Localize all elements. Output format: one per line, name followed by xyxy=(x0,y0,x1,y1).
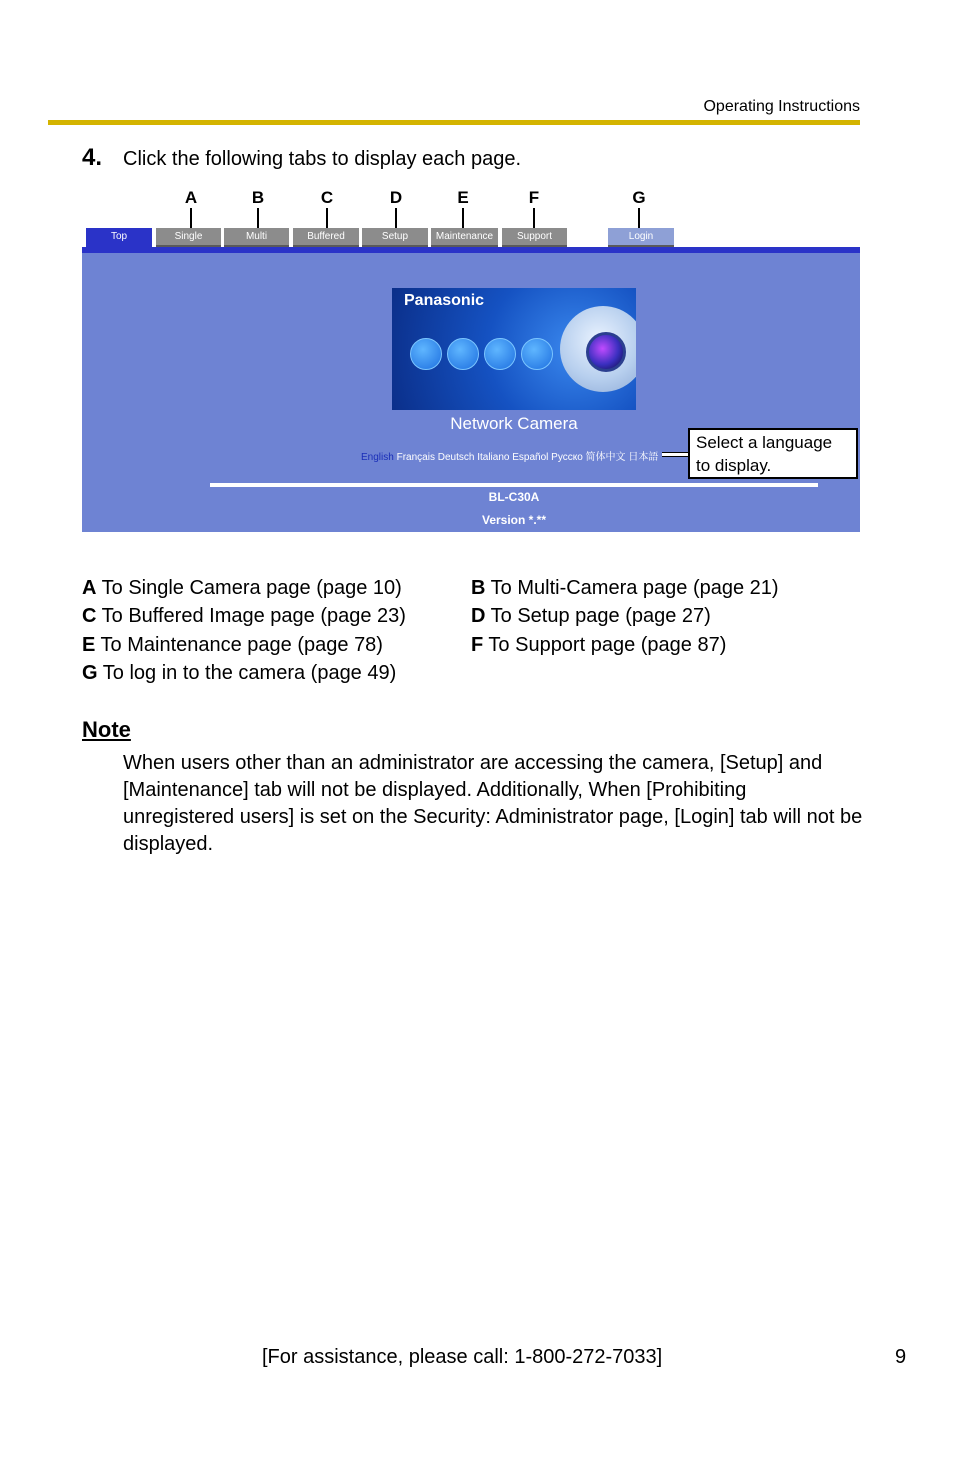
item-text: To Multi-Camera page (page 21) xyxy=(490,577,779,599)
item-text: To Maintenance page (page 78) xyxy=(100,634,383,656)
version-label: Version *.** xyxy=(481,513,547,527)
tab-letter-e: E xyxy=(457,188,469,207)
lang-german[interactable]: Deutsch xyxy=(437,452,475,463)
assistance-footer: [For assistance, please call: 1-800-272-7033] xyxy=(262,1346,663,1368)
step-number: 4. xyxy=(82,144,103,171)
panel-divider xyxy=(210,483,818,487)
model-name: BL-C30A xyxy=(488,490,540,504)
page-number: 9 xyxy=(895,1346,907,1368)
door-icon xyxy=(484,338,516,370)
tab-letter-b: B xyxy=(251,188,265,207)
lang-english[interactable]: English xyxy=(361,452,394,463)
tab-letter-g: G xyxy=(632,188,646,207)
header-rule xyxy=(48,120,860,125)
item-letter: D xyxy=(471,605,486,627)
item-text: To log in to the camera (page 49) xyxy=(102,662,397,684)
panasonic-banner xyxy=(392,288,636,410)
leader-line-g xyxy=(638,208,640,230)
baby-icon xyxy=(410,338,442,370)
tab-letter-a: A xyxy=(184,188,198,207)
leader-line-d xyxy=(395,208,397,230)
camera-lens-icon xyxy=(586,332,626,372)
item-text: To Buffered Image page (page 23) xyxy=(101,605,406,627)
tab-setup[interactable]: Setup xyxy=(362,228,428,247)
dog-icon xyxy=(521,338,553,370)
item-text: To Support page (page 87) xyxy=(488,634,727,656)
callout-line-1: Select a language xyxy=(696,433,833,452)
note-heading: Note xyxy=(82,717,131,742)
lang-chinese[interactable]: 简体中文 xyxy=(585,452,626,463)
tab-maintenance[interactable]: Maintenance xyxy=(431,228,498,247)
note-body: When users other than an administrator are accessing the camera, [Setup] and [Maintenance] tab will not be displayed. Additionally, When [Prohibiting unregistered users] is set on the Security: Administrator page, [Login] tab will not be displayed. xyxy=(123,752,863,855)
callout-line-2: to display. xyxy=(696,456,772,475)
language-callout xyxy=(688,428,858,479)
camera-icon xyxy=(560,306,636,392)
lang-french[interactable]: Français xyxy=(396,452,435,463)
lang-italian[interactable]: Italiano xyxy=(477,452,510,463)
item-letter: B xyxy=(471,577,486,599)
leader-line-f xyxy=(533,208,535,230)
item-b xyxy=(471,577,779,600)
lang-russian[interactable]: Русско xyxy=(551,452,583,463)
item-d xyxy=(471,605,711,628)
item-e xyxy=(82,634,383,657)
brand-logo: Panasonic xyxy=(404,292,485,309)
product-title: Network Camera xyxy=(450,414,578,433)
item-letter: G xyxy=(82,662,98,684)
leader-line-a xyxy=(190,208,192,230)
item-letter: A xyxy=(82,577,97,599)
leader-line-c xyxy=(326,208,328,230)
item-letter: C xyxy=(82,605,97,627)
language-links xyxy=(361,448,658,463)
tab-buffered-image[interactable]: Buffered xyxy=(293,228,359,247)
leader-line-e xyxy=(462,208,464,230)
item-c xyxy=(82,605,406,628)
tab-support[interactable]: Support xyxy=(502,228,567,247)
tab-multi[interactable]: Multi xyxy=(224,228,289,247)
tab-letter-d: D xyxy=(389,188,403,207)
item-letter: F xyxy=(471,634,484,656)
callout-leader xyxy=(662,452,688,457)
tab-login[interactable]: Login xyxy=(608,228,674,247)
tab-top[interactable]: Top xyxy=(86,228,152,247)
lang-spanish[interactable]: Español xyxy=(512,452,549,463)
item-letter: E xyxy=(82,634,96,656)
item-text: To Setup page (page 27) xyxy=(490,605,711,627)
item-a xyxy=(82,577,402,600)
tab-single[interactable]: Single xyxy=(156,228,221,247)
item-g xyxy=(82,662,396,685)
leader-line-b xyxy=(257,208,259,230)
tab-letter-f: F xyxy=(528,188,540,207)
tab-letter-c: C xyxy=(320,188,334,207)
lang-japanese[interactable]: 日本語 xyxy=(628,452,659,463)
item-f xyxy=(471,634,726,657)
step-instruction: Click the following tabs to display each page. xyxy=(123,148,522,170)
child-icon xyxy=(447,338,479,370)
item-text: To Single Camera page (page 10) xyxy=(101,577,402,599)
document-header: Operating Instructions xyxy=(703,98,860,115)
